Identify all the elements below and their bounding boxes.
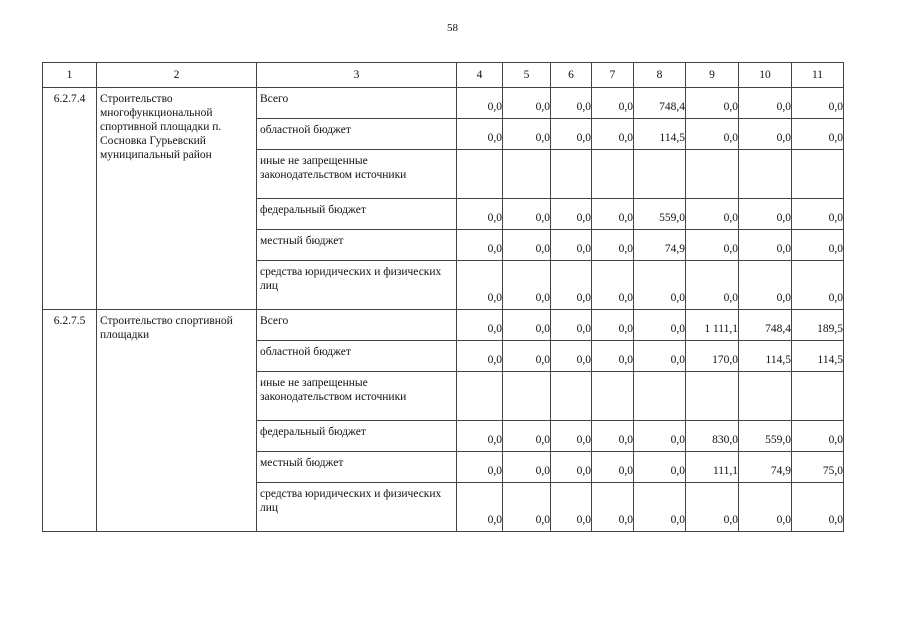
funding-source-label: местный бюджет — [257, 452, 457, 483]
funding-source-label: Всего — [257, 310, 457, 341]
table-row — [43, 88, 844, 119]
value-cell: 748,4 — [634, 88, 686, 119]
value-cell — [592, 150, 634, 199]
value-cell — [792, 372, 844, 421]
value-cell — [551, 372, 592, 421]
funding-source-label: Всего — [257, 88, 457, 119]
value-cell: 0,0 — [592, 452, 634, 483]
value-cell: 0,0 — [686, 261, 739, 310]
value-cell: 0,0 — [457, 452, 503, 483]
funding-source-label: областной бюджет — [257, 119, 457, 150]
value-cell: 0,0 — [503, 88, 551, 119]
value-cell — [634, 150, 686, 199]
table-row — [43, 310, 844, 341]
value-cell: 0,0 — [592, 310, 634, 341]
value-cell: 0,0 — [792, 421, 844, 452]
value-cell: 0,0 — [503, 341, 551, 372]
column-header: 7 — [592, 63, 634, 88]
value-cell: 0,0 — [686, 88, 739, 119]
value-cell: 0,0 — [792, 88, 844, 119]
value-cell: 0,0 — [503, 310, 551, 341]
value-cell: 114,5 — [634, 119, 686, 150]
value-cell: 0,0 — [592, 483, 634, 532]
value-cell: 0,0 — [457, 310, 503, 341]
value-cell: 0,0 — [551, 199, 592, 230]
value-cell — [686, 150, 739, 199]
column-header: 8 — [634, 63, 686, 88]
value-cell: 0,0 — [551, 421, 592, 452]
value-cell: 0,0 — [551, 452, 592, 483]
budget-table — [42, 62, 844, 532]
value-cell: 0,0 — [503, 483, 551, 532]
value-cell: 0,0 — [686, 230, 739, 261]
value-cell: 0,0 — [739, 261, 792, 310]
page-number: 58 — [447, 22, 458, 34]
value-cell: 114,5 — [792, 341, 844, 372]
value-cell: 0,0 — [503, 230, 551, 261]
value-cell: 1 111,1 — [686, 310, 739, 341]
funding-source-label: иные не запрещенные законодательством источники — [257, 372, 457, 421]
column-header: 3 — [257, 63, 457, 88]
value-cell: 0,0 — [551, 230, 592, 261]
value-cell: 0,0 — [792, 483, 844, 532]
value-cell — [457, 150, 503, 199]
value-cell: 0,0 — [739, 199, 792, 230]
value-cell: 0,0 — [739, 483, 792, 532]
value-cell: 0,0 — [592, 199, 634, 230]
value-cell: 0,0 — [551, 310, 592, 341]
value-cell: 170,0 — [686, 341, 739, 372]
value-cell — [551, 150, 592, 199]
value-cell: 0,0 — [551, 341, 592, 372]
value-cell: 0,0 — [634, 452, 686, 483]
value-cell: 0,0 — [503, 199, 551, 230]
value-cell: 0,0 — [634, 261, 686, 310]
value-cell: 0,0 — [551, 88, 592, 119]
value-cell: 830,0 — [686, 421, 739, 452]
value-cell — [634, 372, 686, 421]
value-cell: 0,0 — [503, 421, 551, 452]
value-cell: 0,0 — [592, 261, 634, 310]
value-cell: 0,0 — [457, 421, 503, 452]
value-cell: 0,0 — [551, 483, 592, 532]
value-cell: 0,0 — [634, 341, 686, 372]
value-cell: 0,0 — [551, 261, 592, 310]
column-header: 4 — [457, 63, 503, 88]
value-cell — [686, 372, 739, 421]
column-header: 10 — [739, 63, 792, 88]
value-cell: 0,0 — [686, 119, 739, 150]
value-cell: 0,0 — [457, 261, 503, 310]
value-cell: 0,0 — [457, 230, 503, 261]
value-cell: 0,0 — [792, 230, 844, 261]
value-cell: 0,0 — [739, 119, 792, 150]
value-cell: 74,9 — [634, 230, 686, 261]
value-cell: 748,4 — [739, 310, 792, 341]
value-cell: 0,0 — [739, 88, 792, 119]
value-cell: 0,0 — [503, 452, 551, 483]
value-cell: 0,0 — [592, 230, 634, 261]
column-header: 2 — [97, 63, 257, 88]
value-cell: 0,0 — [686, 199, 739, 230]
value-cell — [792, 150, 844, 199]
value-cell: 0,0 — [457, 88, 503, 119]
funding-source-label: федеральный бюджет — [257, 421, 457, 452]
value-cell: 0,0 — [592, 421, 634, 452]
value-cell: 0,0 — [686, 483, 739, 532]
value-cell: 0,0 — [592, 341, 634, 372]
value-cell — [503, 150, 551, 199]
value-cell: 0,0 — [792, 119, 844, 150]
item-code: 6.2.7.5 — [43, 310, 97, 532]
value-cell: 74,9 — [739, 452, 792, 483]
column-header: 6 — [551, 63, 592, 88]
value-cell: 559,0 — [634, 199, 686, 230]
value-cell: 111,1 — [686, 452, 739, 483]
value-cell: 0,0 — [592, 88, 634, 119]
value-cell: 0,0 — [792, 261, 844, 310]
column-header: 5 — [503, 63, 551, 88]
value-cell: 189,5 — [792, 310, 844, 341]
value-cell — [739, 150, 792, 199]
funding-source-label: областной бюджет — [257, 341, 457, 372]
funding-source-label: местный бюджет — [257, 230, 457, 261]
value-cell: 559,0 — [739, 421, 792, 452]
funding-source-label: федеральный бюджет — [257, 199, 457, 230]
value-cell: 0,0 — [634, 483, 686, 532]
value-cell: 0,0 — [503, 119, 551, 150]
value-cell — [739, 372, 792, 421]
value-cell: 0,0 — [457, 483, 503, 532]
table-header-row — [43, 63, 844, 88]
value-cell — [592, 372, 634, 421]
funding-source-label: средства юридических и физических лиц — [257, 261, 457, 310]
value-cell — [457, 372, 503, 421]
value-cell: 0,0 — [457, 199, 503, 230]
value-cell: 0,0 — [634, 421, 686, 452]
value-cell: 0,0 — [551, 119, 592, 150]
column-header: 1 — [43, 63, 97, 88]
value-cell: 0,0 — [739, 230, 792, 261]
column-header: 9 — [686, 63, 739, 88]
item-code: 6.2.7.4 — [43, 88, 97, 310]
value-cell: 0,0 — [503, 261, 551, 310]
value-cell: 0,0 — [592, 119, 634, 150]
value-cell: 0,0 — [457, 341, 503, 372]
value-cell: 0,0 — [792, 199, 844, 230]
value-cell: 0,0 — [457, 119, 503, 150]
item-name: Строительство многофункциональной спортивной площадки п. Сосновка Гурьевский муниципальный район — [97, 88, 257, 310]
value-cell: 0,0 — [634, 310, 686, 341]
funding-source-label: иные не запрещенные законодательством источники — [257, 150, 457, 199]
item-name: Строительство спортивной площадки — [97, 310, 257, 532]
value-cell: 75,0 — [792, 452, 844, 483]
value-cell — [503, 372, 551, 421]
value-cell: 114,5 — [739, 341, 792, 372]
funding-source-label: средства юридических и физических лиц — [257, 483, 457, 532]
column-header: 11 — [792, 63, 844, 88]
